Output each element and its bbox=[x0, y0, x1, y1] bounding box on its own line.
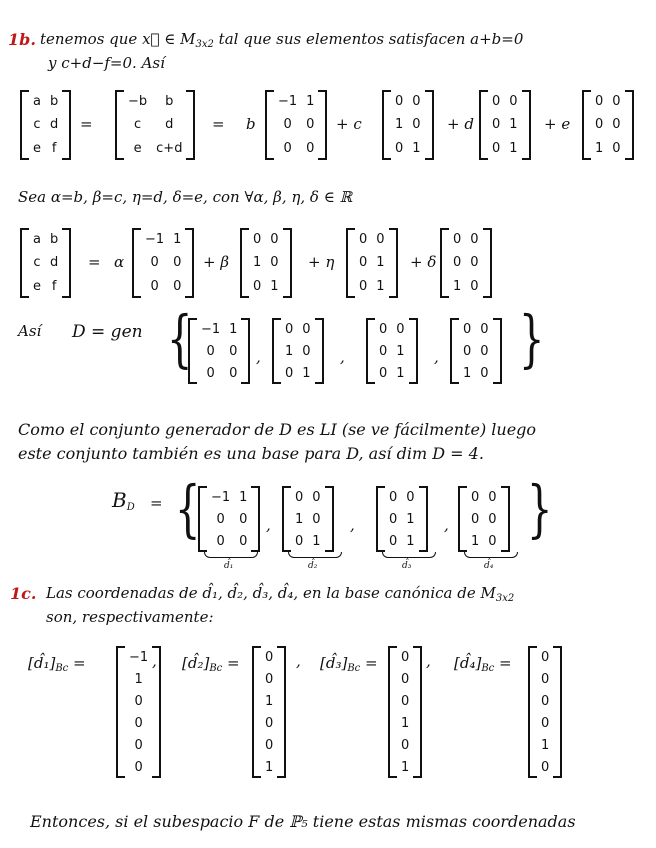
matrix bbox=[132, 228, 194, 298]
matrix-entry: c bbox=[33, 255, 41, 271]
vector-entries bbox=[537, 646, 553, 778]
matrix-entry: 0 bbox=[470, 278, 479, 294]
asi-label: Así bbox=[18, 322, 42, 340]
vector-entry: 1 bbox=[401, 759, 410, 775]
matrix-entry: 0 bbox=[492, 117, 501, 133]
vector-entry: 0 bbox=[541, 693, 550, 709]
matrix-entry: 1 bbox=[312, 533, 321, 549]
equals-sign: = bbox=[88, 253, 101, 271]
right-brace: } bbox=[518, 302, 545, 375]
matrix-entry: 1 bbox=[376, 278, 385, 294]
underbrace bbox=[382, 552, 436, 558]
matrix-entry: 0 bbox=[463, 321, 472, 337]
coords-line-1-sub: 3x2 bbox=[495, 593, 515, 604]
coordinate-vector bbox=[528, 646, 562, 778]
comma: , bbox=[256, 348, 261, 366]
matrix-entry: b bbox=[50, 232, 59, 248]
coefficient: + β bbox=[203, 253, 230, 271]
coefficient: + d bbox=[447, 115, 474, 133]
coefficient: + e bbox=[544, 115, 571, 133]
matrix-entry: 0 bbox=[389, 533, 398, 549]
vector-entry: −1 bbox=[129, 649, 149, 665]
vector-entry: 1 bbox=[541, 737, 550, 753]
equals-sign: = bbox=[150, 494, 163, 512]
right-bracket bbox=[389, 228, 398, 298]
coord-label-text: [d̂₃] bbox=[320, 654, 348, 672]
matrix-entry: 0 bbox=[492, 140, 501, 156]
left-bracket bbox=[458, 486, 467, 552]
matrix bbox=[582, 90, 634, 160]
matrix-entries bbox=[281, 318, 315, 384]
vector-entry: 0 bbox=[541, 715, 550, 731]
vector-entry: 0 bbox=[134, 693, 143, 709]
matrix bbox=[188, 318, 250, 384]
coefficient: α bbox=[114, 253, 125, 271]
problem-number-1b: 1b. bbox=[8, 30, 36, 49]
matrix-entry: 0 bbox=[612, 94, 621, 110]
left-brace: { bbox=[174, 472, 201, 545]
matrix-entry: 0 bbox=[253, 232, 262, 248]
left-bracket bbox=[272, 318, 281, 384]
matrix-entry: 0 bbox=[463, 343, 472, 359]
matrix-entry: 0 bbox=[216, 511, 225, 527]
matrix-entry: 0 bbox=[359, 278, 368, 294]
right-bracket bbox=[522, 90, 531, 160]
matrix-entry: c bbox=[33, 117, 41, 133]
right-bracket bbox=[483, 228, 492, 298]
matrix-entries bbox=[207, 486, 251, 552]
matrix-entry: 1 bbox=[406, 511, 415, 527]
matrix-entries bbox=[391, 90, 425, 160]
right-bracket bbox=[241, 318, 250, 384]
vector-entries bbox=[125, 646, 152, 778]
coords-line-2: son, respectivamente: bbox=[46, 608, 214, 626]
basis-label bbox=[112, 488, 135, 513]
right-bracket bbox=[325, 486, 334, 552]
matrix-entry: 0 bbox=[206, 365, 215, 381]
vector-entry: 1 bbox=[265, 759, 274, 775]
intro-line-1-text: tenemos que x⃗ ∈ M bbox=[40, 30, 196, 48]
vector-entry: 0 bbox=[265, 649, 274, 665]
coord-label-sub: Bc bbox=[55, 663, 69, 674]
vector-entry: 0 bbox=[541, 671, 550, 687]
d4-label: d̂₄ bbox=[484, 561, 494, 571]
intro-line-1-end: tal que sus elementos satisfacen a+b=0 bbox=[213, 30, 524, 48]
matrix-entry: 1 bbox=[302, 365, 311, 381]
matrix-entry: 0 bbox=[359, 232, 368, 248]
vector-entry: 1 bbox=[134, 671, 143, 687]
left-bracket bbox=[265, 90, 274, 160]
problem-number-1c: 1c. bbox=[10, 584, 37, 603]
matrix-entry: 0 bbox=[239, 533, 248, 549]
coords-line-1-text: Las coordenadas de d̂₁, d̂₂, d̂₃, d̂₄, en la base canónica de M bbox=[46, 584, 496, 602]
matrix-entries bbox=[488, 90, 522, 160]
matrix-entry: 0 bbox=[471, 489, 480, 505]
matrix bbox=[20, 228, 71, 298]
matrix-entries bbox=[459, 318, 493, 384]
right-bracket bbox=[493, 318, 502, 384]
matrix-entry: 1 bbox=[173, 232, 182, 248]
matrix-entry: 1 bbox=[239, 489, 248, 505]
right-bracket bbox=[277, 646, 286, 778]
coord-label-text: [d̂₂] bbox=[182, 654, 210, 672]
coord-label-sub: Bc bbox=[481, 663, 495, 674]
left-bracket bbox=[346, 228, 355, 298]
vector-entry: 0 bbox=[401, 693, 410, 709]
right-bracket bbox=[283, 228, 292, 298]
matrix-entry: 0 bbox=[412, 117, 421, 133]
left-bracket bbox=[282, 486, 291, 552]
matrix-entries bbox=[197, 318, 241, 384]
matrix-entry: 0 bbox=[283, 140, 292, 156]
matrix-entry: 1 bbox=[395, 117, 404, 133]
matrix-entries bbox=[124, 90, 186, 160]
right-bracket bbox=[62, 228, 71, 298]
matrix-entry: 0 bbox=[470, 232, 479, 248]
left-bracket bbox=[115, 90, 124, 160]
matrix-entry: c+d bbox=[156, 140, 183, 156]
matrix bbox=[115, 90, 195, 160]
matrix-entry: 1 bbox=[453, 278, 462, 294]
d3-label: d̂₃ bbox=[402, 561, 412, 571]
como-line-1: Como el conjunto generador de D es LI (se ve fácilmente) luego bbox=[18, 420, 537, 439]
matrix-entry: 0 bbox=[612, 117, 621, 133]
matrix-entry: 1 bbox=[463, 365, 472, 381]
left-bracket bbox=[116, 646, 125, 778]
vector-entry: 0 bbox=[134, 715, 143, 731]
underbrace bbox=[288, 552, 342, 558]
vector-entry: 0 bbox=[134, 737, 143, 753]
matrix-entry: 0 bbox=[359, 255, 368, 271]
intro-line-1-sub: 3x2 bbox=[195, 39, 214, 50]
coords-line-1 bbox=[46, 584, 514, 604]
matrix-entry: 0 bbox=[492, 94, 501, 110]
comma: , bbox=[444, 516, 449, 534]
matrix-entry: 0 bbox=[453, 232, 462, 248]
matrix-entry: 0 bbox=[480, 365, 489, 381]
right-bracket bbox=[625, 90, 634, 160]
matrix-entry: d bbox=[165, 117, 174, 133]
left-bracket bbox=[366, 318, 375, 384]
coord-label: $[d̂_1]_{Bc}$ = bbox=[28, 654, 86, 674]
basis-label-sub: D bbox=[126, 502, 135, 513]
matrix-entry: −b bbox=[128, 94, 148, 110]
vector-entry: 0 bbox=[265, 715, 274, 731]
matrix-entry: 0 bbox=[395, 94, 404, 110]
matrix-entry: 0 bbox=[150, 278, 159, 294]
matrix-entry: 1 bbox=[396, 365, 405, 381]
matrix-entry: c bbox=[134, 117, 142, 133]
matrix-entry: 0 bbox=[173, 278, 182, 294]
matrix-entry: 0 bbox=[283, 117, 292, 133]
matrix-entry: −1 bbox=[278, 94, 298, 110]
coord-label: $[d̂_4]_{Bc}$ = bbox=[454, 654, 512, 674]
underbrace bbox=[464, 552, 518, 558]
matrix-entry: 0 bbox=[302, 321, 311, 337]
matrix-entry: f bbox=[51, 140, 57, 156]
left-bracket bbox=[376, 486, 385, 552]
matrix-entry: 0 bbox=[488, 489, 497, 505]
matrix-entry: 0 bbox=[471, 511, 480, 527]
matrix-entries bbox=[355, 228, 389, 298]
matrix bbox=[479, 90, 531, 160]
vector-entry: 0 bbox=[401, 671, 410, 687]
vector-entry: 0 bbox=[134, 759, 143, 775]
comma: , bbox=[296, 652, 301, 670]
basis-label-text: B bbox=[112, 488, 127, 512]
matrix-entry: b bbox=[50, 94, 59, 110]
matrix-entry: 0 bbox=[595, 94, 604, 110]
matrix-entry: 1 bbox=[412, 140, 421, 156]
coord-label-text: [d̂₄] bbox=[454, 654, 482, 672]
intro-line-1 bbox=[40, 30, 523, 50]
matrix-entry: 1 bbox=[396, 343, 405, 359]
underbrace bbox=[204, 552, 258, 558]
matrix-entry: 1 bbox=[376, 255, 385, 271]
vector-entry: 0 bbox=[265, 737, 274, 753]
matrix-entry: 0 bbox=[295, 489, 304, 505]
matrix-entry: −1 bbox=[145, 232, 165, 248]
vector-entry: 1 bbox=[265, 693, 274, 709]
coord-label-text: [d̂₁] bbox=[28, 654, 56, 672]
matrix-entries bbox=[274, 90, 318, 160]
coordinate-vector bbox=[252, 646, 286, 778]
left-bracket bbox=[132, 228, 141, 298]
matrix-entry: a bbox=[33, 94, 41, 110]
right-bracket bbox=[251, 486, 260, 552]
comma: , bbox=[152, 652, 157, 670]
right-bracket bbox=[185, 228, 194, 298]
left-bracket bbox=[240, 228, 249, 298]
matrix-entry: 0 bbox=[488, 533, 497, 549]
matrix-entry: 0 bbox=[453, 255, 462, 271]
matrix-entry: f bbox=[51, 278, 57, 294]
comma: , bbox=[340, 348, 345, 366]
como-line-2: este conjunto también es una base para D, así dim D = 4. bbox=[18, 444, 484, 463]
matrix bbox=[20, 90, 71, 160]
matrix-entries bbox=[249, 228, 283, 298]
coord-label-sub: Bc bbox=[347, 663, 361, 674]
matrix-entry: 0 bbox=[312, 489, 321, 505]
vector-entries bbox=[397, 646, 413, 778]
matrix-entry: d bbox=[50, 117, 59, 133]
left-bracket bbox=[20, 228, 29, 298]
matrix bbox=[240, 228, 292, 298]
matrix-entry: 0 bbox=[306, 140, 315, 156]
matrix-entries bbox=[591, 90, 625, 160]
matrix-entry: b bbox=[165, 94, 174, 110]
matrix-entry: 1 bbox=[406, 533, 415, 549]
matrix-entry: 0 bbox=[285, 365, 294, 381]
right-bracket bbox=[413, 646, 422, 778]
coord-label: $[d̂_3]_{Bc}$ = bbox=[320, 654, 378, 674]
left-bracket bbox=[188, 318, 197, 384]
matrix bbox=[346, 228, 398, 298]
left-bracket bbox=[450, 318, 459, 384]
left-bracket bbox=[388, 646, 397, 778]
matrix-entry: 0 bbox=[173, 255, 182, 271]
right-bracket bbox=[553, 646, 562, 778]
coord-label-sub: Bc bbox=[209, 663, 223, 674]
right-bracket bbox=[425, 90, 434, 160]
vector-entry: 0 bbox=[401, 649, 410, 665]
left-bracket bbox=[528, 646, 537, 778]
matrix-entry: 0 bbox=[376, 232, 385, 248]
matrix-entry: 1 bbox=[509, 140, 518, 156]
matrix-entry: 0 bbox=[239, 511, 248, 527]
matrix-entry: e bbox=[133, 140, 142, 156]
matrix-entry: 0 bbox=[389, 489, 398, 505]
vector-entry: 0 bbox=[541, 759, 550, 775]
d2-label: d̂₂ bbox=[308, 561, 318, 571]
matrix-entry: 1 bbox=[595, 140, 604, 156]
matrix-entry: 0 bbox=[480, 321, 489, 337]
matrix bbox=[440, 228, 492, 298]
coord-label: $[d̂_2]_{Bc}$ = bbox=[182, 654, 240, 674]
right-bracket bbox=[186, 90, 195, 160]
matrix-entry: 0 bbox=[270, 232, 279, 248]
coefficient: + c bbox=[336, 115, 362, 133]
matrix-entries bbox=[141, 228, 185, 298]
matrix-entry: 0 bbox=[302, 343, 311, 359]
matrix-entry: 0 bbox=[229, 365, 238, 381]
matrix-entry: 0 bbox=[206, 343, 215, 359]
equals-sign: = bbox=[80, 115, 93, 133]
matrix-entry: 0 bbox=[412, 94, 421, 110]
left-bracket bbox=[198, 486, 207, 552]
matrix bbox=[376, 486, 428, 552]
matrix-entry: 1 bbox=[285, 343, 294, 359]
matrix-entry: 0 bbox=[612, 140, 621, 156]
matrix-entry: 0 bbox=[306, 117, 315, 133]
vector-entry: 0 bbox=[265, 671, 274, 687]
matrix bbox=[282, 486, 334, 552]
matrix-entry: −1 bbox=[201, 321, 221, 337]
comma: , bbox=[426, 652, 431, 670]
vector-entries bbox=[261, 646, 277, 778]
matrix-entry: 1 bbox=[295, 511, 304, 527]
matrix-entry: 0 bbox=[396, 321, 405, 337]
left-brace: { bbox=[166, 302, 193, 375]
vector-entry: 1 bbox=[401, 715, 410, 731]
matrix-entry: 0 bbox=[595, 117, 604, 133]
matrix-entry: e bbox=[33, 140, 41, 156]
matrix-entry: 0 bbox=[379, 321, 388, 337]
right-bracket bbox=[419, 486, 428, 552]
matrix bbox=[265, 90, 327, 160]
matrix-entries bbox=[449, 228, 483, 298]
left-bracket bbox=[252, 646, 261, 778]
matrix-entry: e bbox=[33, 278, 41, 294]
matrix-entry: 0 bbox=[379, 343, 388, 359]
matrix-entry: 0 bbox=[270, 255, 279, 271]
matrix bbox=[382, 90, 434, 160]
matrix-entry: 0 bbox=[312, 511, 321, 527]
matrix-entries bbox=[385, 486, 419, 552]
right-bracket bbox=[318, 90, 327, 160]
matrix-entry: 0 bbox=[509, 94, 518, 110]
left-bracket bbox=[20, 90, 29, 160]
matrix-entry: 0 bbox=[216, 533, 225, 549]
left-bracket bbox=[582, 90, 591, 160]
matrix-entry: 1 bbox=[270, 278, 279, 294]
coefficient: b bbox=[246, 115, 256, 133]
coefficient: + δ bbox=[410, 253, 437, 271]
left-bracket bbox=[440, 228, 449, 298]
matrix bbox=[198, 486, 260, 552]
matrix bbox=[458, 486, 510, 552]
comma: , bbox=[434, 348, 439, 366]
matrix-entries bbox=[29, 228, 62, 298]
right-bracket bbox=[315, 318, 324, 384]
right-bracket bbox=[409, 318, 418, 384]
matrix bbox=[272, 318, 324, 384]
left-bracket bbox=[382, 90, 391, 160]
matrix-entry: 0 bbox=[253, 278, 262, 294]
matrix-entry: 1 bbox=[306, 94, 315, 110]
matrix-entry: −1 bbox=[211, 489, 231, 505]
final-line: Entonces, si el subespacio F de ℙ₅ tiene estas mismas coordenadas bbox=[30, 812, 576, 831]
matrix-entry: 1 bbox=[253, 255, 262, 271]
coordinate-vector bbox=[388, 646, 422, 778]
span-definition: D = gen bbox=[72, 322, 143, 342]
matrix-entry: 0 bbox=[295, 533, 304, 549]
comma: , bbox=[266, 516, 271, 534]
matrix-entry: 1 bbox=[509, 117, 518, 133]
matrix-entries bbox=[29, 90, 62, 160]
substitution-line: Sea α=b, β=c, η=d, δ=e, con ∀α, β, η, δ ∈ ℝ bbox=[18, 188, 353, 206]
matrix bbox=[450, 318, 502, 384]
vector-entry: 0 bbox=[401, 737, 410, 753]
coefficient: + η bbox=[308, 253, 335, 271]
right-bracket bbox=[501, 486, 510, 552]
matrix bbox=[366, 318, 418, 384]
matrix-entry: 0 bbox=[379, 365, 388, 381]
d1-label: d̂₁ bbox=[224, 561, 234, 571]
right-bracket bbox=[62, 90, 71, 160]
matrix-entry: 0 bbox=[285, 321, 294, 337]
matrix-entry: a bbox=[33, 232, 41, 248]
matrix-entry: 0 bbox=[150, 255, 159, 271]
matrix-entry: d bbox=[50, 255, 59, 271]
vector-entry: 0 bbox=[541, 649, 550, 665]
intro-line-2: y c+d−f=0. Así bbox=[48, 54, 165, 72]
matrix-entry: 0 bbox=[480, 343, 489, 359]
right-brace: } bbox=[526, 472, 553, 545]
comma: , bbox=[350, 516, 355, 534]
matrix-entries bbox=[291, 486, 325, 552]
matrix-entry: 0 bbox=[470, 255, 479, 271]
left-bracket bbox=[479, 90, 488, 160]
matrix-entry: 0 bbox=[488, 511, 497, 527]
matrix-entry: 0 bbox=[406, 489, 415, 505]
matrix-entries bbox=[375, 318, 409, 384]
equals-sign: = bbox=[212, 115, 225, 133]
matrix-entry: 1 bbox=[471, 533, 480, 549]
matrix-entry: 0 bbox=[395, 140, 404, 156]
matrix-entry: 1 bbox=[229, 321, 238, 337]
matrix-entry: 0 bbox=[229, 343, 238, 359]
matrix-entry: 0 bbox=[389, 511, 398, 527]
matrix-entries bbox=[467, 486, 501, 552]
